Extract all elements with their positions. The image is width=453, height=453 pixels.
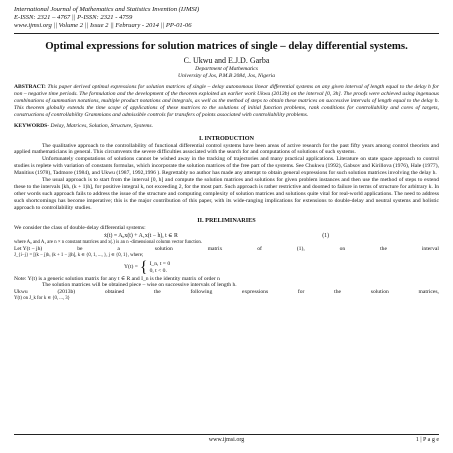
university: University of Jos, P.M.B 2084, Jos, Nigeria [178,73,275,79]
paper-title: Optimal expressions for solution matrices of single – delay differential systems. [45,40,408,52]
let-word: matrix [207,246,223,252]
left-brace: { [139,258,148,276]
intro-paragraph-3: The usual approach is to start from the interval [0, h] and compute the solution matrices and solutions for given problem instances and then use the method of steps to extend these to the intervals [kh, (k + 1)h], for positive integral k, not exceeding 2, for the most part. Such approach is rather restrictive and doomed to failure in terms of structure for arbitrary k. In other words such approach fails to address the issue of the structure and computing complexity of solution matrices and solutions quite vital for real-world applications. The need to address such shortcomings has become imperative; this is the major contribution of this paper, with its wide-ranging implications for extensions to double-delay and neutral systems and holistic approach to controllability studies. [14,177,439,211]
let-word: (1), [296,246,305,252]
footer-url[interactable]: www.ijmsi.org [208,437,245,443]
ukwu-word: Ukwu [14,289,28,296]
section-heading-preliminaries: II. PRELIMINARIES [197,216,256,224]
footer-divider [14,434,439,435]
department: Department of Mathematics [195,66,258,72]
keywords-label: KEYWORDS [14,122,48,129]
equation-1 [14,232,439,240]
sought-line: The solution matrices will be obtained piece – wise on successive intervals of length h. [42,282,237,289]
abstract-text: This paper derived optimal expressions for solution matrices of single – delay autonomous linear differential systems on any given interval of length equal to the delay h for non – negative time periods. The formulation and the development of the theorem exploited an earlier work Ukwu (2013b) on the interval [0, 3h]. The proofs were achieved using ingenuous combinations of summation notations, multiple product notations and integrals, as well as the method of steps to obtain these matrices on successive intervals of length equal to the delay h. This theorem globally extends the time scope of applications of these matrices to the solutions of initial function problems, rank conditions for controllability and cores of targets, constructions of controllability Grammians and admissible controls for transfers of points associated with controllability problems. [14,84,439,118]
paper-page [14,6,439,303]
ukwu-word: obtained [104,289,125,296]
interval-line: J_{i−j} = [(k − j)h, (k + 1 − j)h], k ∈ {0, 1, ..., }, j ∈ {0, 1}, where; [14,253,144,258]
let-word: solution [154,246,173,252]
piecewise-row: I_n, t = 0 [149,260,171,267]
ukwu-word: solution [370,289,389,296]
issn-line: E-ISSN: 2321 – 4767 || P-ISSN: 2321 - 4759 [14,14,133,21]
ukwu-word: (2013b) [57,289,76,296]
let-word: a [117,246,120,252]
equation-text: ẋ(t) = A₀x(t) + A₁x(t − h), t ∈ R [104,232,178,239]
journal-header [14,6,439,30]
authors: C. Ukwu and E.J.D. Garba [183,56,270,65]
prelim-intro: We consider the class of double-delay differential systems: [14,224,146,231]
ukwu-word: expressions [242,289,269,296]
intro-paragraph-1: The qualitative approach to the controllability of functional differential control systems have been areas of active research for the past fifty years among control theorists and applied mathematicians in general. This circumvents the severe difficulties associated with the search for and computations of solutions of such systems. [14,142,439,156]
where-line: where A₀ and A₁ are n × n constant matrices and x(.) is an n -dimensional column vector function. [14,239,203,245]
ukwu-word: matrices, [418,289,439,296]
page-number: 1 | P a g e [415,437,439,443]
piecewise-row: 0, t < 0. [149,267,167,274]
piecewise-lhs: Y(t) = [124,264,138,270]
piecewise-rows [150,261,171,275]
let-word: be [77,246,83,252]
volume-line: www.ijmsi.org || Volume 2 || Issue 2 || February - 2014 || PP-01-06 [14,22,192,29]
let-word: on [339,246,346,252]
let-word: the [380,246,387,252]
section-heading-introduction: I. INTRODUCTION [198,134,254,142]
keywords [14,123,439,130]
ukwu-word: for [297,289,305,296]
journal-name: International Journal of Mathematics and Statistics Invention (IJMSI) [14,6,200,13]
intro-paragraph-2: Unfortunately computations of solutions cannot be wished away in the tracking of trajectories and many practical applications. Literature on state space approach to control studies is replete with variation of constants formulas, which incorporate the solution matrices of the free part of the systems. See Chukwu (1992), Gabsov and Kirillova (1976), Hale (1977), Manitius (1978), Tadmore (1984), and Ukwu (1987, 1992,1996 ). Regrettably no author has made any attempt to obtain general expressions for such solution matrices involving the delay h. [14,156,439,177]
ukwu-word: following [190,289,213,296]
let-word: interval [421,246,439,252]
last-line: Y(t) on J_k for k ∈ {0, ..., 3} [14,296,70,302]
let-line [14,246,439,253]
piecewise-definition [124,260,439,276]
ukwu-line [14,289,439,296]
abstract [14,84,439,119]
abstract-label: ABSTRACT: [14,84,46,90]
let-word: Let Y(t − jh) [14,246,43,252]
let-word: of [257,246,262,252]
keywords-text: - Delay, Matrices, Solution, Structure, Systems. [47,122,154,129]
note-line: Note: Y(t) is a generic solution matrix for any t ∈ R and I_n is the identity matrix of order n [14,275,220,282]
header-divider [14,33,439,34]
ukwu-word: the [153,289,161,296]
equation-number: (1) [322,232,329,239]
ukwu-word: the [334,289,342,296]
